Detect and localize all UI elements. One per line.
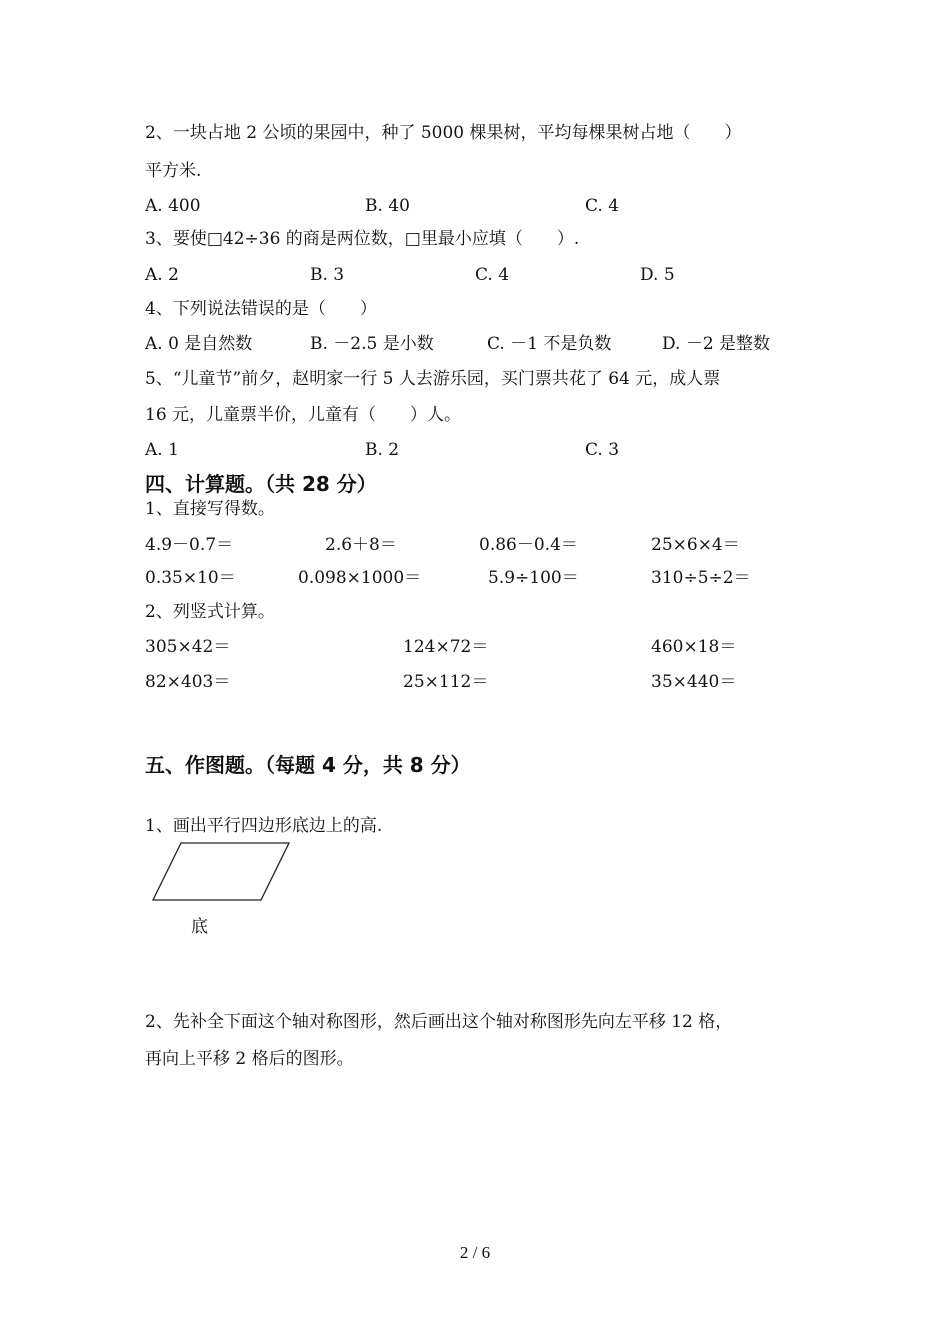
q4-option-a: A. 0 是自然数	[145, 334, 253, 354]
calc-1-3: 0.86－0.4＝	[479, 535, 578, 555]
page-number: 2 / 6	[459, 1243, 491, 1262]
parallelogram-shape	[153, 843, 289, 900]
calc-2-2: 0.098×1000＝	[298, 568, 422, 588]
section5-q2-line1: 2、先补全下面这个轴对称图形，然后画出这个轴对称图形先向左平移 12 格，	[145, 1012, 733, 1032]
calc-2-3: 5.9÷100＝	[488, 568, 579, 588]
q4-option-d: D. －2 是整数	[662, 334, 771, 354]
q3-option-a: A. 2	[145, 265, 179, 285]
base-label: 底	[191, 917, 208, 937]
section5-q1: 1、画出平行四边形底边上的高.	[145, 816, 383, 836]
calc-2-4: 310÷5÷2＝	[651, 568, 751, 588]
vertical-calc-1-1: 305×42＝	[145, 637, 231, 657]
parallelogram-figure	[148, 838, 298, 908]
q2-option-c: C. 4	[585, 196, 620, 216]
calc-1-1: 4.9－0.7＝	[145, 535, 234, 555]
q4-option-b: B. －2.5 是小数	[310, 334, 434, 354]
q2-option-b: B. 40	[365, 196, 410, 216]
q5-option-b: B. 2	[365, 440, 400, 460]
q5-line1: 5、“儿童节”前夕，赵明家一行 5 人去游乐园，买门票共花了 64 元，成人票	[145, 369, 721, 389]
section4-sub2: 2、列竖式计算。	[145, 602, 275, 622]
calc-1-2: 2.6＋8＝	[325, 535, 397, 555]
vertical-calc-1-2: 124×72＝	[403, 637, 489, 657]
section5-title: 五、作图题。（每题 4 分，共 8 分）	[145, 753, 471, 777]
q4-text: 4、下列说法错误的是（ ）	[145, 299, 377, 319]
q5-option-c: C. 3	[585, 440, 620, 460]
q2-line1: 2、一块占地 2 公顷的果园中，种了 5000 棵果树，平均每棵果树占地（ ）	[145, 123, 742, 143]
q3-text: 3、要使□42÷36 的商是两位数，□里最小应填（ ）.	[145, 229, 580, 249]
section5-q2-line2: 再向上平移 2 格后的图形。	[145, 1049, 354, 1069]
vertical-calc-1-3: 460×18＝	[651, 637, 737, 657]
calc-2-1: 0.35×10＝	[145, 568, 236, 588]
vertical-calc-2-2: 25×112＝	[403, 672, 489, 692]
section4-title: 四、计算题。（共 28 分）	[145, 472, 377, 496]
calc-1-4: 25×6×4＝	[651, 535, 740, 555]
q3-option-d: D. 5	[640, 265, 675, 285]
q2-line2: 平方米.	[145, 161, 202, 181]
section4-sub1: 1、直接写得数。	[145, 499, 275, 519]
vertical-calc-2-3: 35×440＝	[651, 672, 737, 692]
vertical-calc-2-1: 82×403＝	[145, 672, 231, 692]
q2-option-a: A. 400	[145, 196, 201, 216]
q3-option-b: B. 3	[310, 265, 345, 285]
q5-line2: 16 元，儿童票半价，儿童有（ ）人。	[145, 405, 462, 425]
q5-option-a: A. 1	[145, 440, 179, 460]
q3-option-c: C. 4	[475, 265, 510, 285]
q4-option-c: C. －1 不是负数	[487, 334, 612, 354]
